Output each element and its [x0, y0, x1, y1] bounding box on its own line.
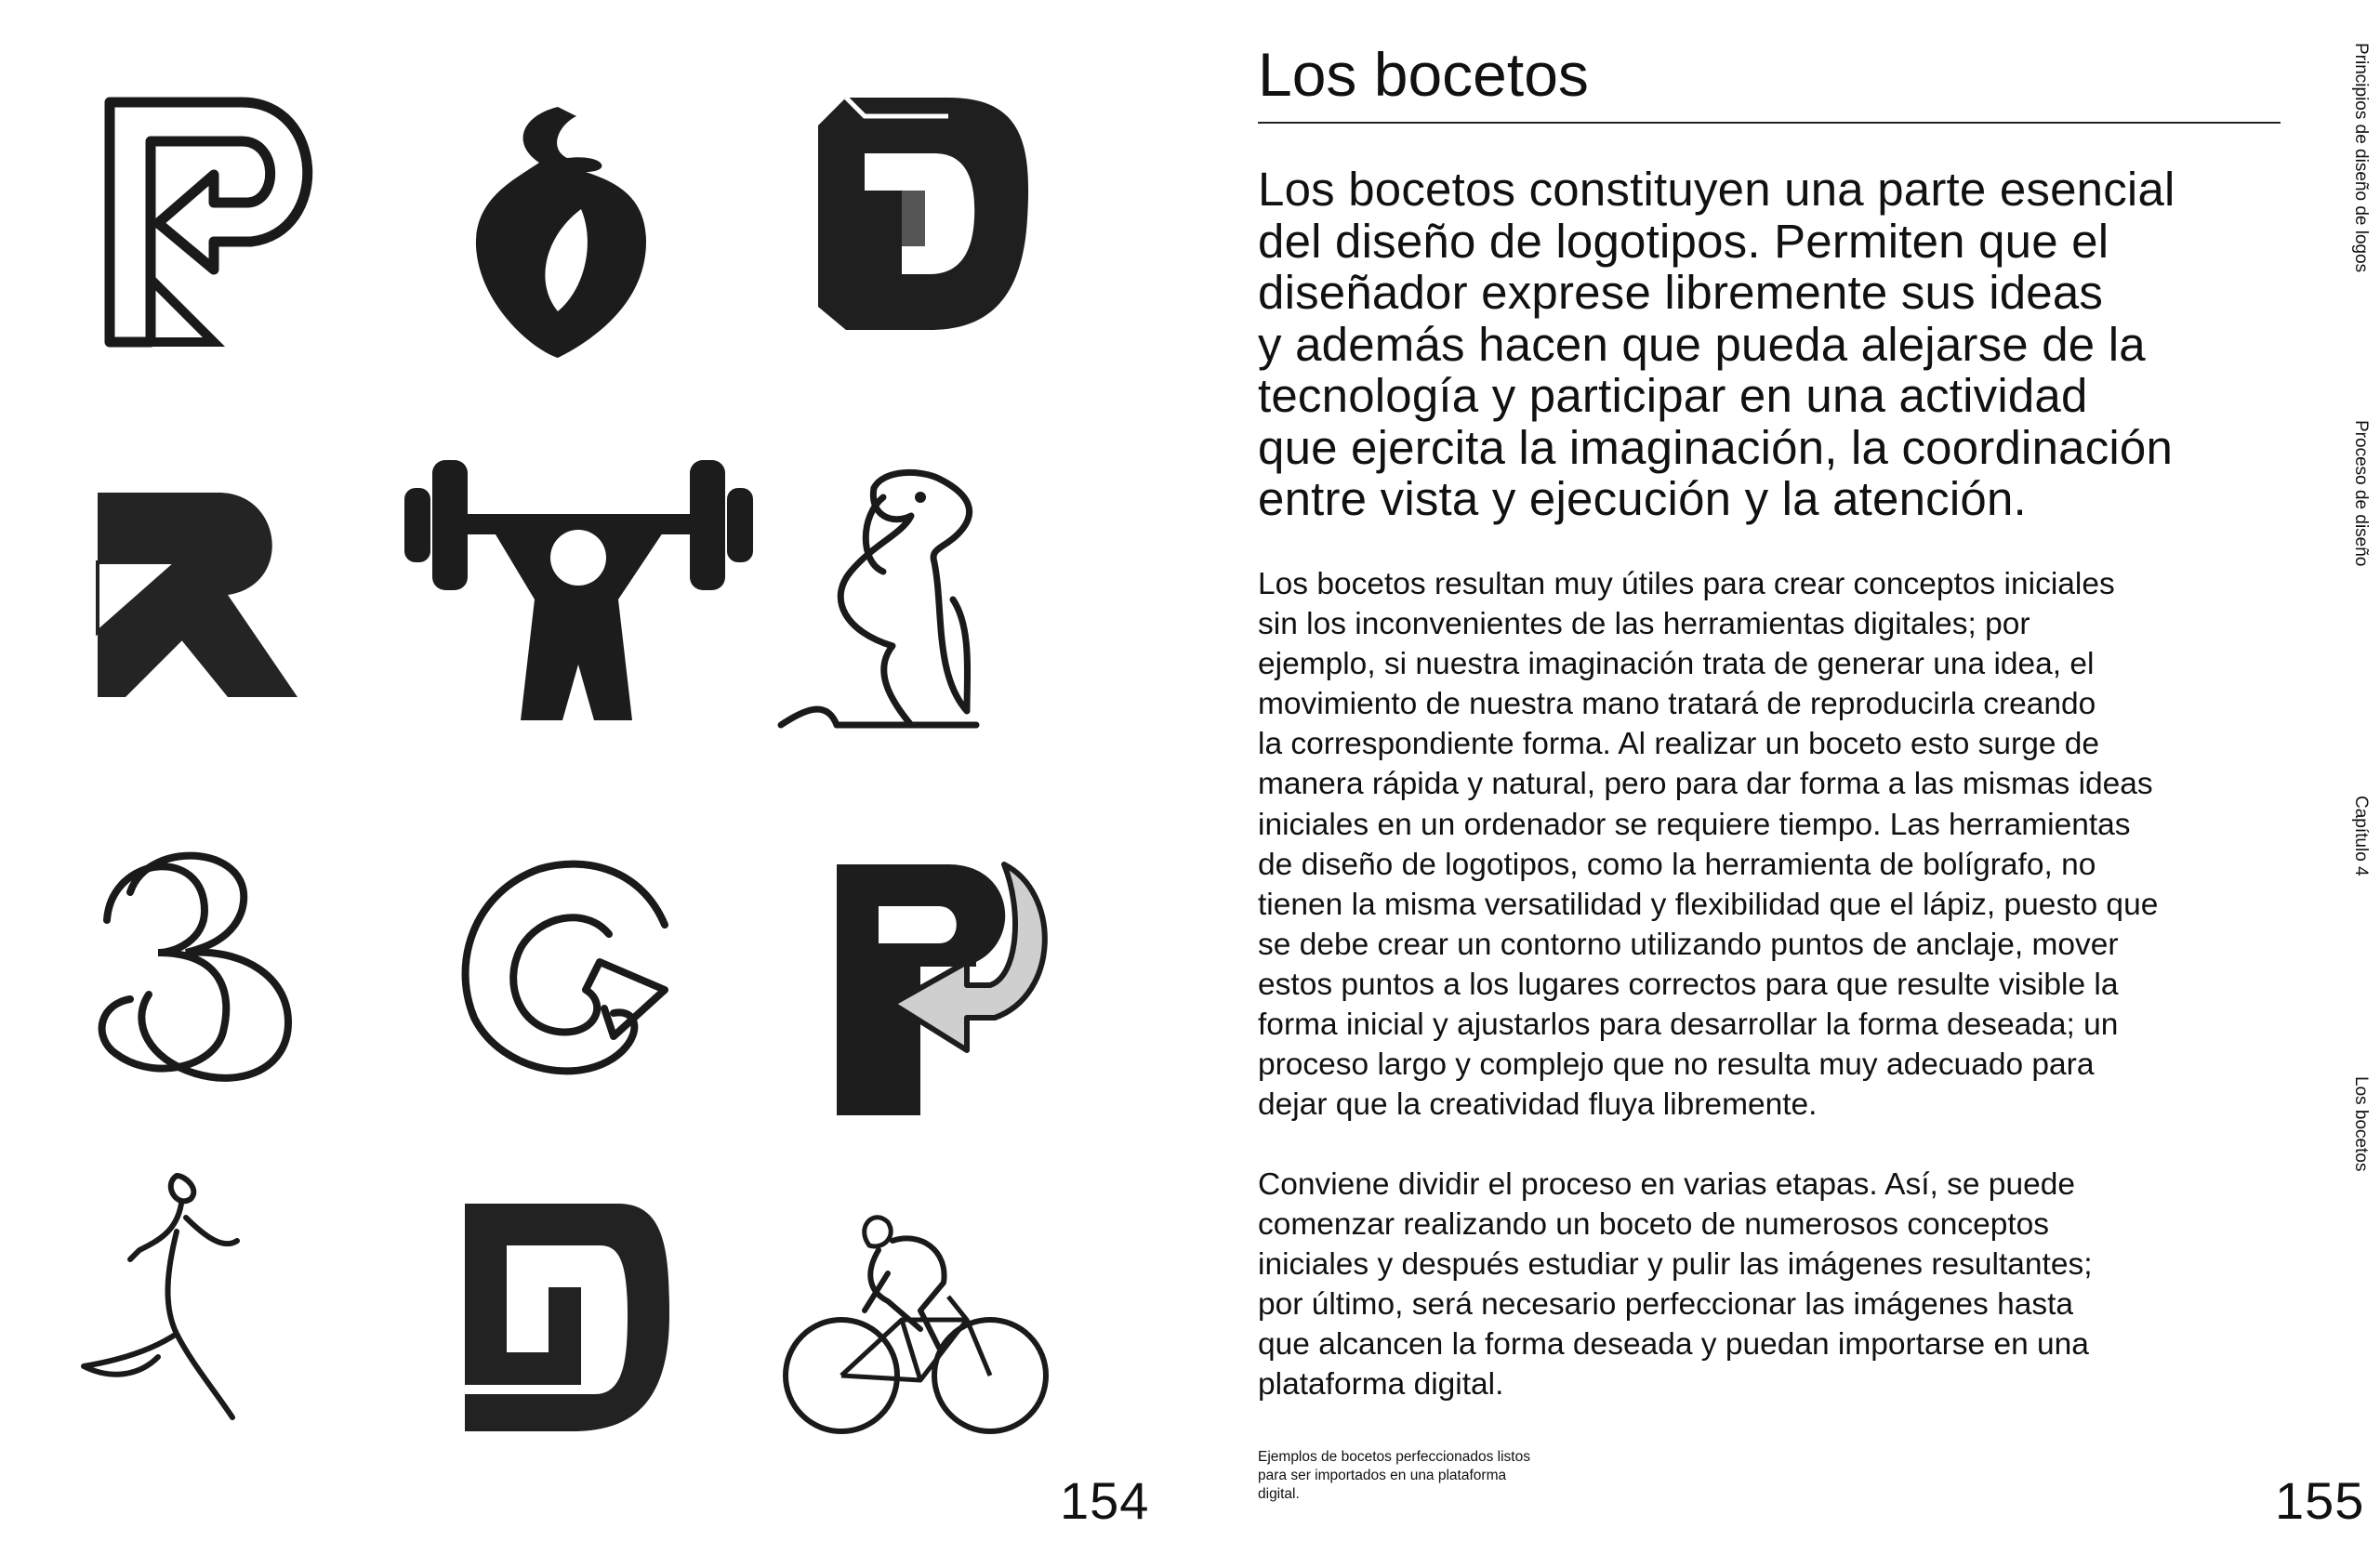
weightlifter-sketch-icon	[395, 441, 762, 739]
cyclist-sketch-icon	[781, 1208, 1051, 1441]
body-line: Conviene dividir el proceso en varias etapas. Así, se puede	[1258, 1167, 2075, 1202]
number-35-sketch-icon	[93, 836, 302, 1087]
caption-line: para ser importados en una plataforma	[1258, 1468, 1507, 1483]
running-head-chapter: Capítulo 4	[2351, 796, 2371, 876]
body-line: se debe crear un contorno utilizando puntos de anclaje, mover	[1258, 927, 2119, 962]
3d-d-sketch-icon	[809, 88, 1037, 339]
running-head-section: Proceso de diseño	[2351, 420, 2371, 567]
body-line: por último, será necesario perfeccionar las imágenes hasta	[1258, 1287, 2074, 1323]
lead-paragraph	[1258, 164, 2299, 525]
swirl-arrow-sketch-icon	[446, 850, 679, 1092]
body-line: plataforma digital.	[1258, 1367, 1504, 1403]
flame-drop-sketch-icon	[456, 88, 669, 367]
lead-line: del diseño de logotipos. Permiten que el	[1258, 214, 2109, 268]
running-head-topic: Los bocetos	[2351, 1076, 2371, 1172]
title-rule	[1258, 122, 2281, 124]
body-line: movimiento de nuestra mano tratará de reproducirla creando	[1258, 687, 2096, 722]
body-paragraph-1	[1258, 564, 2299, 1125]
body-line: forma inicial y ajustarlos para desarrollar la forma deseada; un	[1258, 1008, 2119, 1043]
lead-line: y además hacen que pueda alejarse de la	[1258, 317, 2146, 371]
body-line: proceso largo y complejo que no resulta muy adecuado para	[1258, 1047, 2095, 1083]
r-slash-sketch-icon	[88, 483, 311, 706]
body-line: la correspondiente forma. Al realizar un boceto esto surge de	[1258, 727, 2100, 762]
body-paragraph-2	[1258, 1165, 2299, 1405]
body-line: tienen la misma versatilidad y flexibilidad que el lápiz, puesto que	[1258, 887, 2159, 922]
lead-line: diseñador exprese libremente sus ideas	[1258, 266, 2104, 319]
caption-line: digital.	[1258, 1486, 1300, 1502]
page-number-left: 154	[1060, 1471, 1150, 1530]
lead-line: entre vista y ejecución y la atención.	[1258, 472, 2027, 525]
running-head	[2343, 0, 2380, 1541]
body-line: de diseño de logotipos, como la herramienta de bolígrafo, no	[1258, 847, 2096, 882]
p-arrow-filled-sketch-icon	[827, 855, 1055, 1120]
body-line: sin los inconvenientes de las herramientas digitales; por	[1258, 607, 2030, 642]
lead-line: que ejercita la imaginación, la coordinación	[1258, 420, 2174, 474]
square-spiral-sketch-icon	[460, 1194, 674, 1441]
body-line: comenzar realizando un boceto de numerosos conceptos	[1258, 1207, 2050, 1243]
body-line: manera rápida y natural, pero para dar forma a las mismas ideas	[1258, 767, 2153, 802]
body-line: ejemplo, si nuestra imaginación trata de generar una idea, el	[1258, 647, 2095, 682]
figure-caption	[1258, 1448, 1593, 1504]
caption-line: Ejemplos de bocetos perfeccionados listos	[1258, 1449, 1530, 1465]
body-line: dejar que la creatividad fluya libremente.	[1258, 1087, 1818, 1123]
body-line: que alcancen la forma deseada y puedan importarse en una	[1258, 1327, 2089, 1363]
dog-sketch-icon	[772, 460, 1051, 739]
body-line: iniciales en un ordenador se requiere tiempo. Las herramientas	[1258, 807, 2131, 842]
lead-line: tecnología y participar en una actividad	[1258, 369, 2088, 422]
right-page	[1190, 0, 2380, 1541]
page-number-right: 155	[2275, 1471, 2365, 1530]
body-line: Los bocetos resultan muy útiles para crear conceptos iniciales	[1258, 567, 2115, 601]
runner-sketch-icon	[74, 1166, 270, 1427]
running-head-book-title: Principios de diseño de logos	[2351, 43, 2371, 273]
section-title: Los bocetos	[1258, 40, 1589, 109]
p-arrow-sketch-icon	[93, 93, 353, 353]
body-line: iniciales y después estudiar y pulir las imágenes resultantes;	[1258, 1247, 2093, 1283]
body-line: estos puntos a los lugares correctos para que resulte visible la	[1258, 967, 2119, 1002]
lead-line: Los bocetos constituyen una parte esencial	[1258, 163, 2175, 216]
